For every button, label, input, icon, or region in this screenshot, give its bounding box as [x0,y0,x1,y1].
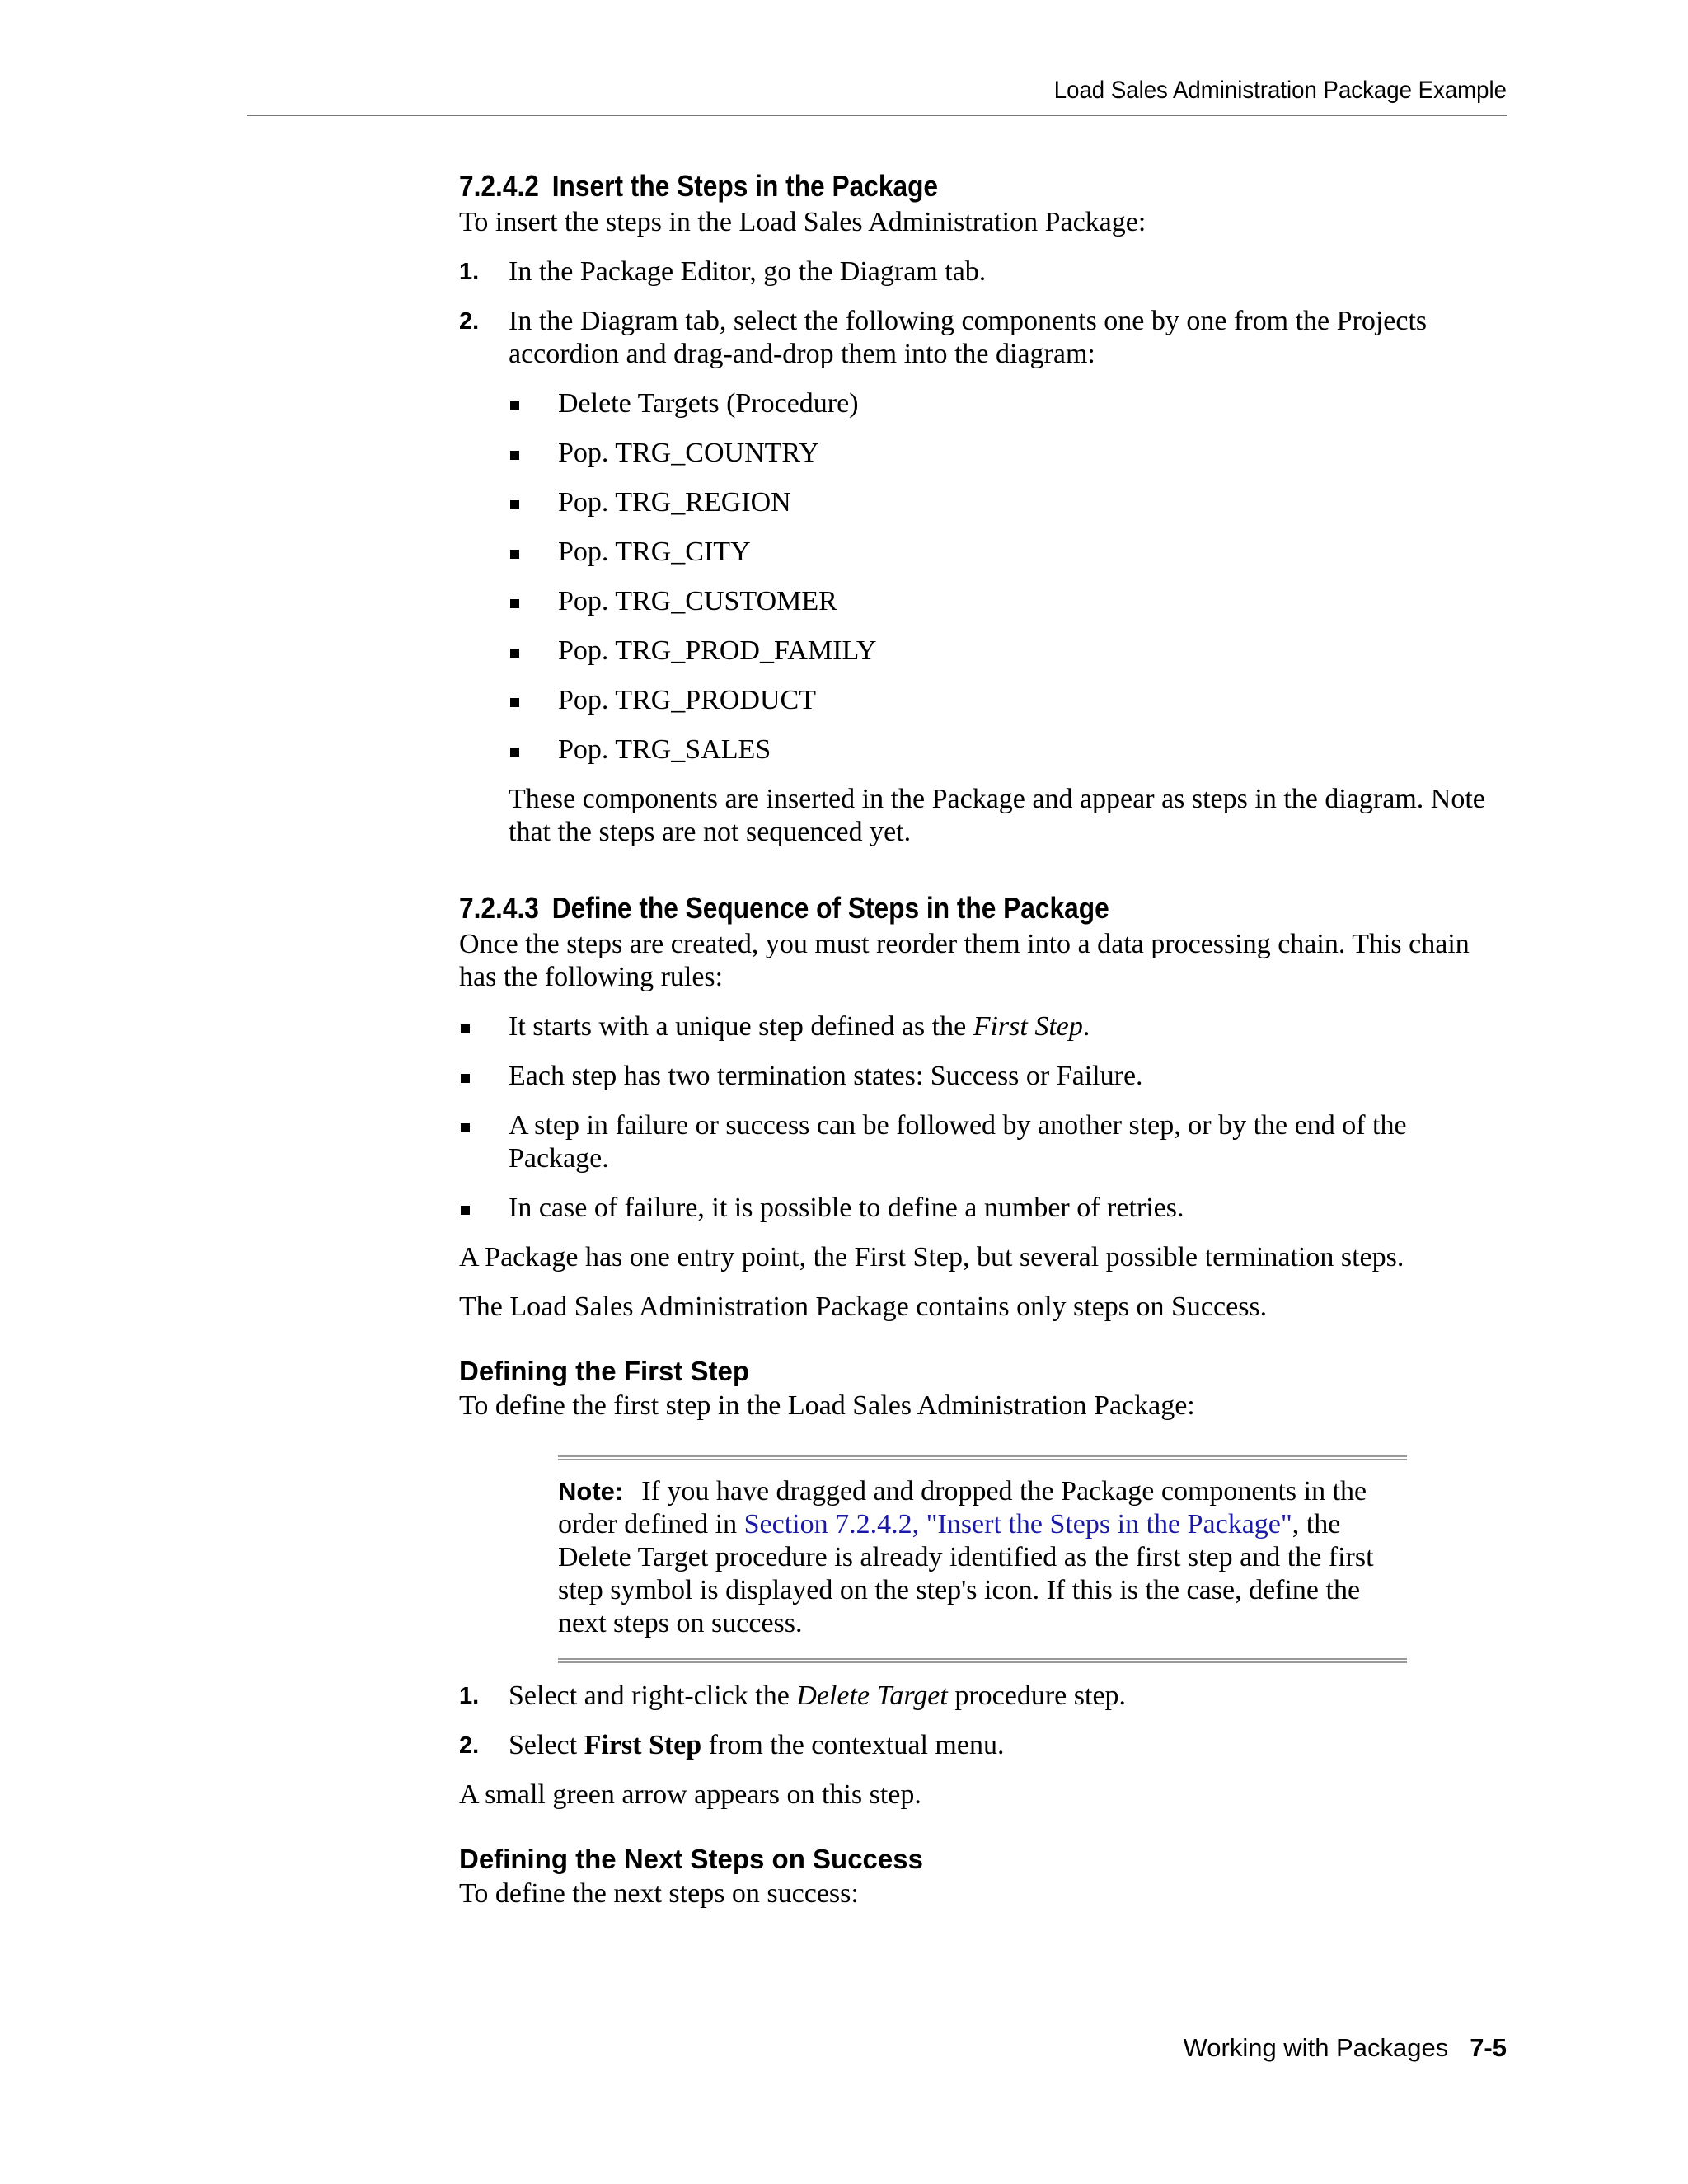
note-text: If you have dragged and dropped the Package components in the order defined in [558,1476,1367,1540]
list-item-text: Pop. TRG_CUSTOMER [558,586,837,616]
step-text: In the Diagram tab, select the following components one by one from the Projects accordion and drag-and-drop them into the diagram: [509,306,1428,369]
rules-list [459,1010,1506,1225]
bullet-icon [510,401,519,410]
step-number: 1. [459,259,480,285]
list-item-text: Pop. TRG_SALES [558,734,771,765]
step-emphasis: Delete Target [796,1680,948,1711]
step-item [459,255,1506,288]
section-title: Define the Sequence of Steps in the Package [551,891,1109,925]
step-number: 2. [459,308,480,335]
step-item [459,305,1506,849]
page-content [459,166,1506,1910]
insert-steps-list [459,255,1506,849]
step-text: Select [509,1730,584,1760]
bullet-icon [461,1024,470,1033]
component-list [509,387,1506,766]
list-item [509,486,1506,519]
bullet-icon [510,748,519,757]
bullet-icon [510,649,519,658]
step-item [459,1729,1506,1762]
section-intro: Once the steps are created, you must reorder them into a data processing chain. This chain has the following rules: [459,929,1470,992]
rule-text-part: It starts with a unique step defined as the [509,1011,973,1042]
running-header: Load Sales Administration Package Example [1053,77,1507,104]
step-text: Select and right-click the [509,1680,797,1711]
section-number: 7.2.4.2 [459,169,539,203]
rule-text: A step in failure or success can be followed by another step, or by the end of the Package. [509,1110,1407,1174]
step-number: 2. [459,1732,480,1759]
list-item [459,1010,1506,1043]
paragraph: To define the first step in the Load Sales Administration Package: [459,1390,1195,1421]
rule-text: In case of failure, it is possible to define a number of retries. [509,1193,1184,1223]
list-item [459,1109,1506,1175]
paragraph: A small green arrow appears on this step. [459,1779,921,1810]
subheading-first-step: Defining the First Step [459,1356,750,1386]
note-label: Note: [558,1477,624,1506]
list-item-text: Pop. TRG_CITY [558,537,751,567]
list-item [509,635,1506,668]
list-item [509,536,1506,569]
list-item-text: Pop. TRG_COUNTRY [558,438,819,468]
subheading-next-steps: Defining the Next Steps on Success [459,1844,923,1874]
list-item [509,437,1506,470]
list-item-text: Pop. TRG_REGION [558,487,791,518]
section-title: Insert the Steps in the Package [551,169,939,203]
note-text: , the Delete Target procedure is already identified as the first step and the first step symbol is displayed on the step's icon. If this is the case, define the next steps on success. [558,1509,1374,1638]
step-strong: First Step [584,1730,702,1760]
first-step-list [459,1680,1506,1762]
step-number: 1. [459,1683,480,1709]
rule-text: Each step has two termination states: Success or Failure. [509,1061,1143,1091]
list-item [509,733,1506,766]
list-item [509,585,1506,618]
list-item-text: Delete Targets (Procedure) [558,388,859,419]
bullet-icon [510,500,519,509]
running-footer [247,2032,1507,2064]
section-intro: To insert the steps in the Load Sales Administration Package: [459,207,1146,237]
section-cross-reference-link[interactable]: Section 7.2.4.2, "Insert the Steps in the Package" [743,1509,1292,1540]
list-item [459,1192,1506,1225]
rule-emphasis: First Step [973,1011,1083,1042]
bullet-icon [510,698,519,707]
footer-chapter: Working with Packages [1183,2033,1449,2062]
bullet-icon [461,1074,470,1083]
section-heading-define-sequence [459,888,1381,928]
header-rule [247,115,1507,116]
bullet-icon [510,599,519,608]
bullet-icon [461,1123,470,1132]
paragraph: The Load Sales Administration Package contains only steps on Success. [459,1291,1268,1322]
section-number: 7.2.4.3 [459,891,539,925]
step-followup-text: These components are inserted in the Package and appear as steps in the diagram. Note that the steps are not sequenced yet. [509,784,1485,847]
rule-text-part: . [1082,1011,1090,1042]
rule-text [509,1011,1090,1042]
list-item-text: Pop. TRG_PRODUCT [558,685,816,715]
paragraph: To define the next steps on success: [459,1878,859,1909]
step-text: In the Package Editor, go the Diagram tab. [509,256,987,287]
bullet-icon [461,1206,470,1215]
bullet-icon [510,451,519,460]
list-item [509,684,1506,717]
step-item [459,1680,1506,1713]
page-number: 7-5 [1470,2033,1507,2062]
paragraph: A Package has one entry point, the First Step, but several possible termination steps. [459,1242,1404,1272]
step-text: from the contextual menu. [701,1730,1005,1760]
list-item-text: Pop. TRG_PROD_FAMILY [558,635,877,666]
list-item [459,1060,1506,1093]
list-item [509,387,1506,420]
step-text: procedure step. [947,1680,1127,1711]
bullet-icon [510,550,519,559]
section-heading-insert-steps [459,166,1381,206]
note-box [558,1455,1407,1663]
